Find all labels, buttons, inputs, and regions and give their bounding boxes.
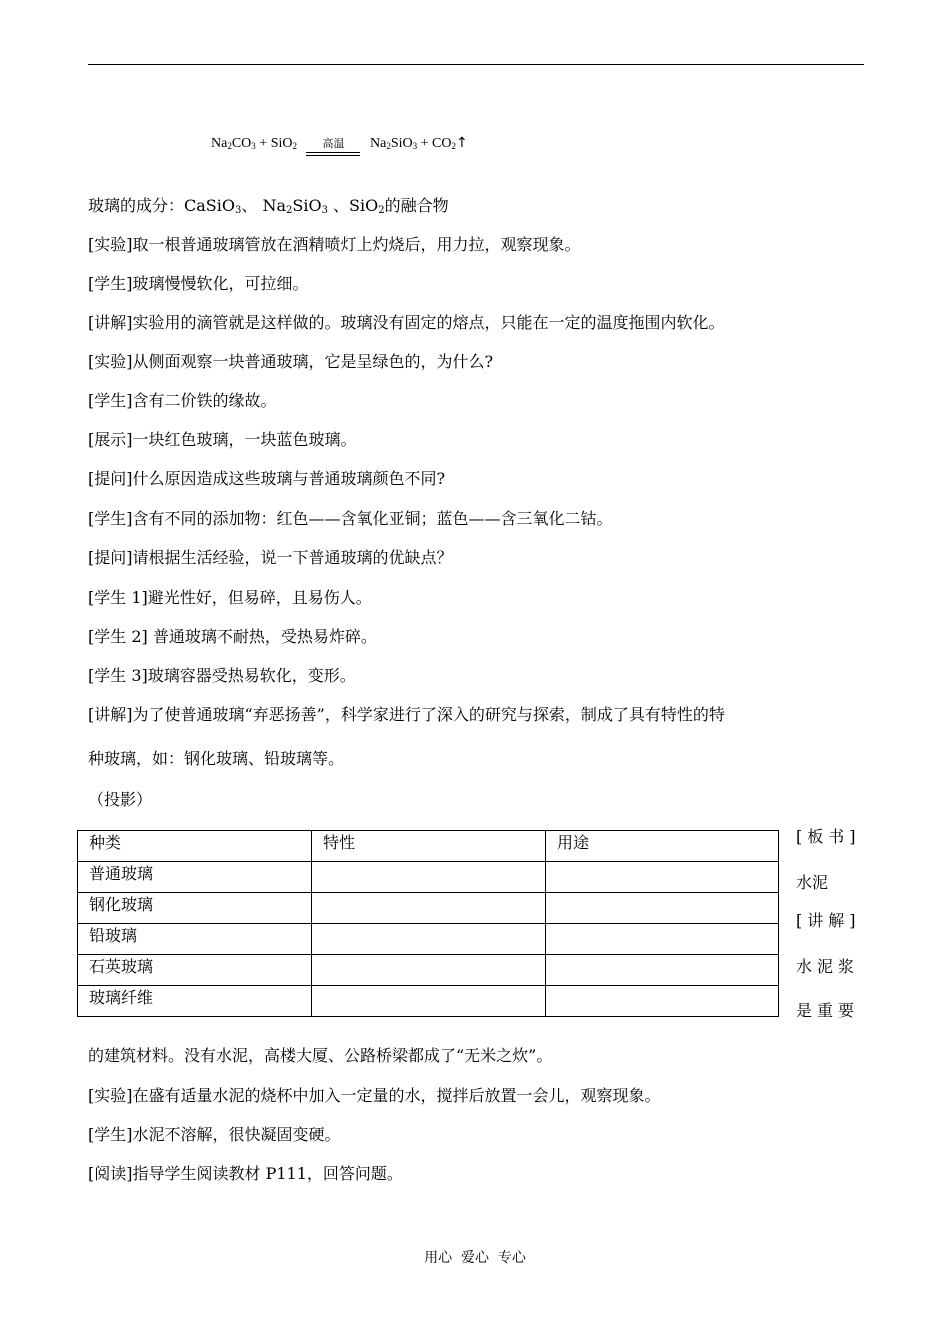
- table-cell: 石英玻璃: [78, 955, 312, 986]
- eq-rhs1: Na: [369, 136, 387, 151]
- condition-text: 高温: [322, 138, 345, 150]
- paragraph-line: [讲解]实验用的滴管就是这样做的。玻璃没有固定的熔点，只能在一定的温度拖围内软化。: [88, 313, 725, 332]
- table-cell: [312, 924, 546, 955]
- eq-rhs2: CO: [432, 136, 452, 151]
- table-cell: [312, 955, 546, 986]
- table-cell: [546, 924, 779, 955]
- table-cell: [312, 862, 546, 893]
- text: 、SiO: [327, 196, 379, 215]
- paragraph-line: 的建筑材料。没有水泥，高楼大厦、公路桥梁都成了“无米之炊”。: [88, 1046, 553, 1065]
- projection-label: （投影）: [88, 790, 153, 809]
- paragraph-line: [学生 3]玻璃容器受热易软化，变形。: [88, 666, 356, 685]
- table-row: [78, 862, 779, 893]
- sub: 3: [321, 205, 328, 216]
- side-note: 是重要: [796, 1001, 860, 1020]
- table-cell: [546, 893, 779, 924]
- paragraph-line: [实验]在盛有适量水泥的烧杯中加入一定量的水，搅拌后放置一会儿，观察现象。: [88, 1086, 661, 1105]
- paragraph-line: [学生]玻璃慢慢软化，可拉细。: [88, 274, 309, 293]
- eq-sub: 2: [451, 141, 456, 151]
- table-header-row: [78, 831, 779, 862]
- table-row: [78, 955, 779, 986]
- paragraph-line: [提问]什么原因造成这些玻璃与普通玻璃颜色不同?: [88, 469, 446, 488]
- table-row: [78, 986, 779, 1017]
- eq-lhs1: Na: [211, 136, 228, 151]
- paragraph-line: [阅读]指导学生阅读教材 P111，回答问题。: [88, 1164, 403, 1183]
- table-header-cell: 用途: [546, 831, 779, 862]
- eq-plus: +: [417, 136, 433, 151]
- text: 的融合物: [384, 196, 449, 215]
- eq-sub: 3: [412, 141, 418, 151]
- table-cell: 钢化玻璃: [78, 893, 312, 924]
- text: SiO: [292, 196, 322, 215]
- eq-sub: 2: [227, 141, 232, 151]
- paragraph-line: [讲解]为了使普通玻璃“弃恶扬善”，科学家进行了深入的研究与探索，制成了具有特性的特: [88, 705, 725, 724]
- paragraph-line: [实验]取一根普通玻璃管放在酒精喷灯上灼烧后，用力拉，观察现象。: [88, 235, 581, 254]
- table-row: [78, 893, 779, 924]
- chemical-equation: [211, 133, 468, 156]
- glass-types-table: [77, 830, 779, 1017]
- table-cell: 普通玻璃: [78, 862, 312, 893]
- sub: 3: [234, 205, 242, 216]
- paragraph-line: [学生 2] 普通玻璃不耐热，受热易炸碎。: [88, 627, 377, 646]
- eq-plus: +: [255, 136, 271, 151]
- side-note: [讲解]: [796, 911, 861, 930]
- table-cell: [546, 955, 779, 986]
- text: 玻璃的成分：CaSiO: [88, 196, 235, 215]
- header-rule: [88, 64, 864, 65]
- table-cell: 玻璃纤维: [78, 986, 312, 1017]
- paragraph-line: [学生]水泥不溶解，很快凝固变硬。: [88, 1125, 341, 1144]
- table-cell: [312, 986, 546, 1017]
- text: 、 Na: [241, 196, 286, 215]
- gas-arrow-icon: ↑: [455, 135, 468, 151]
- reaction-condition: [306, 134, 360, 154]
- page-footer: [0, 1247, 950, 1267]
- paragraph-line: [学生]含有不同的添加物：红色——含氧化亚铜；蓝色——含三氧化二钴。: [88, 509, 613, 528]
- table-row: [78, 924, 779, 955]
- table-header-cell: 种类: [78, 831, 312, 862]
- table-cell: [312, 893, 546, 924]
- composition-line: [88, 195, 449, 222]
- eq-lhs2: SiO: [270, 136, 293, 151]
- paragraph-line: [展示]一块红色玻璃，一块蓝色玻璃。: [88, 430, 357, 449]
- paragraph-line: [学生 1]避光性好，但易碎，且易伤人。: [88, 588, 372, 607]
- eq-sub: 3: [251, 141, 256, 151]
- paragraph-line: [提问]请根据生活经验，说一下普通玻璃的优缺点？: [88, 548, 453, 567]
- side-note: [板书]: [796, 827, 861, 846]
- paragraph-line: 种玻璃，如：钢化玻璃、铅玻璃等。: [88, 749, 345, 768]
- table-cell: 铅玻璃: [78, 924, 312, 955]
- eq-sub: 2: [386, 141, 391, 151]
- sub: 2: [378, 205, 385, 216]
- table-cell: [546, 862, 779, 893]
- paragraph-line: [学生]含有二价铁的缘故。: [88, 391, 277, 410]
- side-note: 水泥浆: [796, 957, 860, 976]
- eq-rhs1b: SiO: [390, 136, 413, 151]
- side-note: 水泥: [796, 873, 829, 892]
- table-cell: [546, 986, 779, 1017]
- eq-sub: 2: [292, 141, 297, 151]
- footer-text: 用心 爱心 专心: [424, 1250, 526, 1266]
- paragraph-line: [实验]从侧面观察一块普通玻璃，它是呈绿色的，为什么?: [88, 352, 494, 371]
- table-header-cell: 特性: [312, 831, 546, 862]
- eq-lhs1b: CO: [231, 136, 252, 151]
- sub: 2: [286, 205, 293, 216]
